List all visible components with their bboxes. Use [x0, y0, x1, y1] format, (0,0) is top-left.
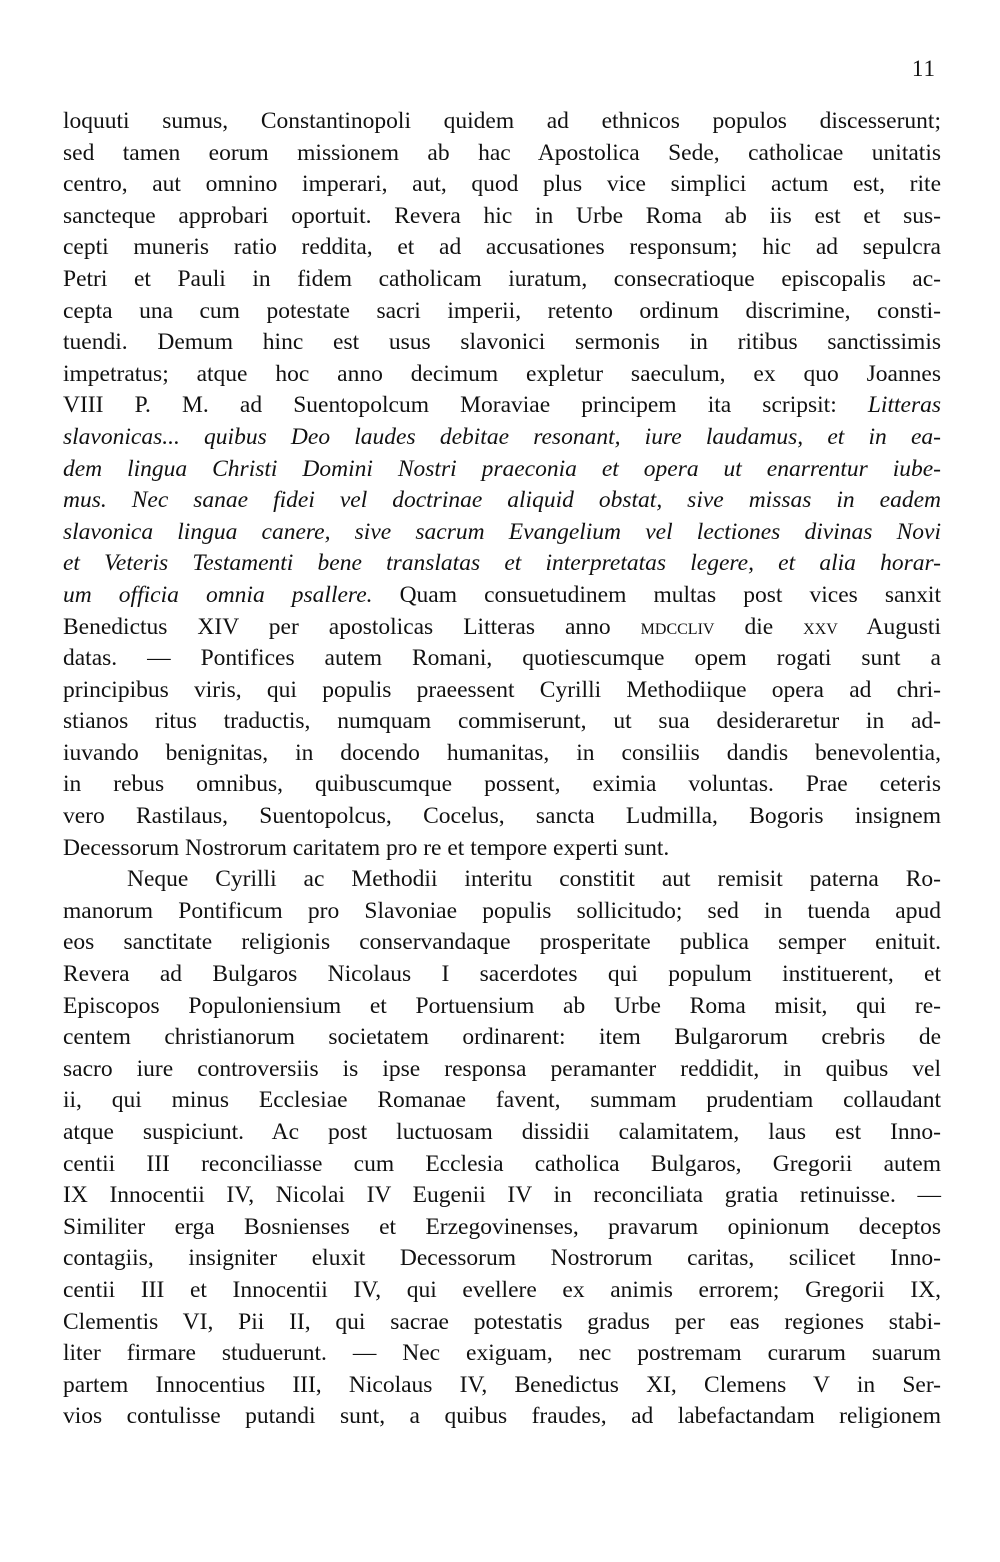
text-line [63, 580, 941, 612]
text-segment: vios contulisse putandi sunt, a quibus fraudes, ad labefactandam religionem [63, 1403, 941, 1430]
text-line [63, 706, 941, 738]
text-line [63, 1243, 941, 1275]
text-segment: sacro iure controversiis is ipse responsa peramanter reddidit, in quibus vel [63, 1055, 941, 1082]
text-line [63, 485, 941, 517]
text-segment: eos sanctitate religionis conservandaque prosperitate publica semper enituit. [63, 929, 941, 956]
text-line [63, 675, 941, 707]
text-segment: Clementis VI, Pii II, qui sacrae potestatis gradus per eas regiones stabi- [63, 1308, 941, 1335]
text-line [63, 1085, 941, 1117]
text-segment: partem Innocentius III, Nicolaus IV, Benedictus XI, Clemens V in Ser- [63, 1371, 941, 1398]
text-segment: Decessorum Nostrorum caritatem pro re et tempore experti sunt. [63, 834, 670, 861]
text-segment: Neque Cyrilli ac Methodii interitu constitit aut remisit paterna Ro- [127, 866, 941, 893]
text-segment: cepti muneris ratio reddita, et ad accusationes responsum; hic ad sepulcra [63, 234, 941, 261]
text-segment: manorum Pontificum pro Slavoniae populis sollicitudo; sed in tuenda apud [63, 897, 941, 924]
text-line [63, 643, 941, 675]
text-line [63, 1054, 941, 1086]
text-line [63, 1401, 941, 1433]
text-segment: cepta una cum potestate sacri imperii, retento ordinum discrimine, consti- [63, 297, 941, 324]
text-segment: loquuti sumus, Constantinopoli quidem ad ethnicos populos discesserunt; [63, 108, 941, 134]
text-line [63, 327, 941, 359]
text-segment: centii III reconciliasse cum Ecclesia catholica Bulgaros, Gregorii autem [63, 1150, 941, 1177]
text-line [63, 454, 941, 486]
text-line [63, 169, 941, 201]
italic-text: Litteras [867, 392, 941, 419]
text-segment: contagiis, insigniter eluxit Decessorum Nostrorum caritas, scilicet Inno- [63, 1245, 941, 1272]
text-segment: impetratus; atque hoc anno decimum expletur saeculum, ex quo Joannes [63, 360, 941, 387]
text-segment: IX Innocentii IV, Nicolai IV Eugenii IV in reconciliata gratia retinuisse. — [63, 1182, 941, 1209]
smallcaps-text: mdccliv [640, 613, 715, 640]
italic-text: et Veteris Testamenti bene translatas et interpretatas legere, et alia horar- [63, 550, 941, 577]
text-line [63, 864, 941, 896]
text-line [63, 201, 941, 233]
text-line [63, 896, 941, 928]
text-segment: die [714, 613, 804, 640]
text-segment: Petri et Pauli in fidem catholicam iuratum, consecratioque episcopalis ac- [63, 265, 941, 292]
text-segment: atque suspiciunt. Ac post luctuosam dissidii calamitatem, laus est Inno- [63, 1119, 941, 1145]
text-line [63, 959, 941, 991]
text-line [63, 138, 941, 170]
text-line [63, 232, 941, 264]
text-segment: Similiter erga Bosnienses et Erzegovinenses, pravarum opinionum deceptos [63, 1213, 941, 1240]
text-line [63, 1370, 941, 1402]
text-line [63, 264, 941, 296]
italic-text: mus. Nec sanae fidei vel doctrinae aliquid obstat, sive missas in eadem [63, 487, 941, 514]
text-line [63, 517, 941, 549]
text-line [63, 927, 941, 959]
page-number: 11 [911, 56, 936, 81]
text-segment: Benedictus XIV per apostolicas Litteras anno [63, 613, 641, 640]
text-line [63, 1307, 941, 1339]
text-line [63, 1180, 941, 1212]
text-line [63, 106, 941, 138]
text-segment: principibus viris, qui populis praeessent Cyrilli Methodiique opera ad chri- [63, 676, 941, 703]
text-segment: Episcopos Populoniensium et Portuensium ab Urbe Roma misit, qui re- [63, 992, 941, 1019]
text-line [63, 991, 941, 1023]
text-line [63, 296, 941, 328]
text-segment: iuvando benignitas, in docendo humanitas, in consiliis dandis benevolentia, [63, 739, 941, 766]
text-line [63, 833, 941, 865]
text-line [63, 1149, 941, 1181]
text-segment: stianos ritus traductis, numquam commiserunt, ut sua desideraretur in ad- [63, 708, 941, 735]
text-line [63, 738, 941, 770]
text-line [63, 1117, 941, 1149]
text-line [63, 390, 941, 422]
italic-text: slavonica lingua canere, sive sacrum Evangelium vel lectiones divinas Novi [63, 518, 941, 545]
text-segment: in rebus omnibus, quibuscumque possent, eximia voluntas. Prae ceteris [63, 771, 941, 798]
text-segment: centii III et Innocentii IV, qui evellere ex animis errorem; Gregorii IX, [63, 1276, 941, 1303]
text-segment: sed tamen eorum missionem ab hac Apostolica Sede, catholicae unitatis [63, 139, 941, 166]
text-line [63, 612, 941, 644]
text-segment: Quam consuetudinem multas post vices sanxit [372, 581, 941, 608]
body-text [63, 106, 941, 1433]
text-line [63, 1338, 941, 1370]
italic-text: um officia omnia psallere. [63, 581, 373, 608]
text-line [63, 1275, 941, 1307]
text-segment: centem christianorum societatem ordinarent: item Bulgarorum crebris de [63, 1024, 941, 1051]
text-line [63, 1212, 941, 1244]
text-line [63, 548, 941, 580]
text-segment: datas. — Pontifices autem Romani, quotiescumque opem rogati sunt a [63, 645, 941, 672]
text-segment: vero Rastilaus, Suentopolcus, Cocelus, sancta Ludmilla, Bogoris insignem [63, 803, 941, 830]
text-line [63, 801, 941, 833]
text-line [63, 422, 941, 454]
text-segment: tuendi. Demum hinc est usus slavonici sermonis in ritibus sanctissimis [63, 329, 941, 356]
text-segment: ii, qui minus Ecclesiae Romanae favent, summam prudentiam collaudant [63, 1087, 941, 1114]
text-segment: Revera ad Bulgaros Nicolaus I sacerdotes qui populum instituerent, et [63, 961, 941, 988]
text-segment: Augusti [837, 613, 941, 640]
smallcaps-text: xxv [803, 613, 838, 640]
text-line [63, 769, 941, 801]
text-segment: liter firmare studuerunt. — Nec exiguam, nec postremam curarum suarum [63, 1340, 941, 1367]
italic-text: dem lingua Christi Domini Nostri praeconia et opera ut enarrentur iube- [63, 455, 941, 482]
text-segment: sancteque approbari oportuit. Revera hic in Urbe Roma ab iis est et sus- [63, 202, 941, 229]
text-segment: centro, aut omnino imperari, aut, quod plus vice simplici actum est, rite [63, 171, 941, 198]
text-segment: VIII P. M. ad Suentopolcum Moraviae principem ita scripsit: [63, 392, 868, 419]
text-line [63, 1022, 941, 1054]
text-line [63, 359, 941, 391]
italic-text: slavonicas... quibus Deo laudes debitae resonant, iure laudamus, et in ea- [63, 423, 941, 450]
